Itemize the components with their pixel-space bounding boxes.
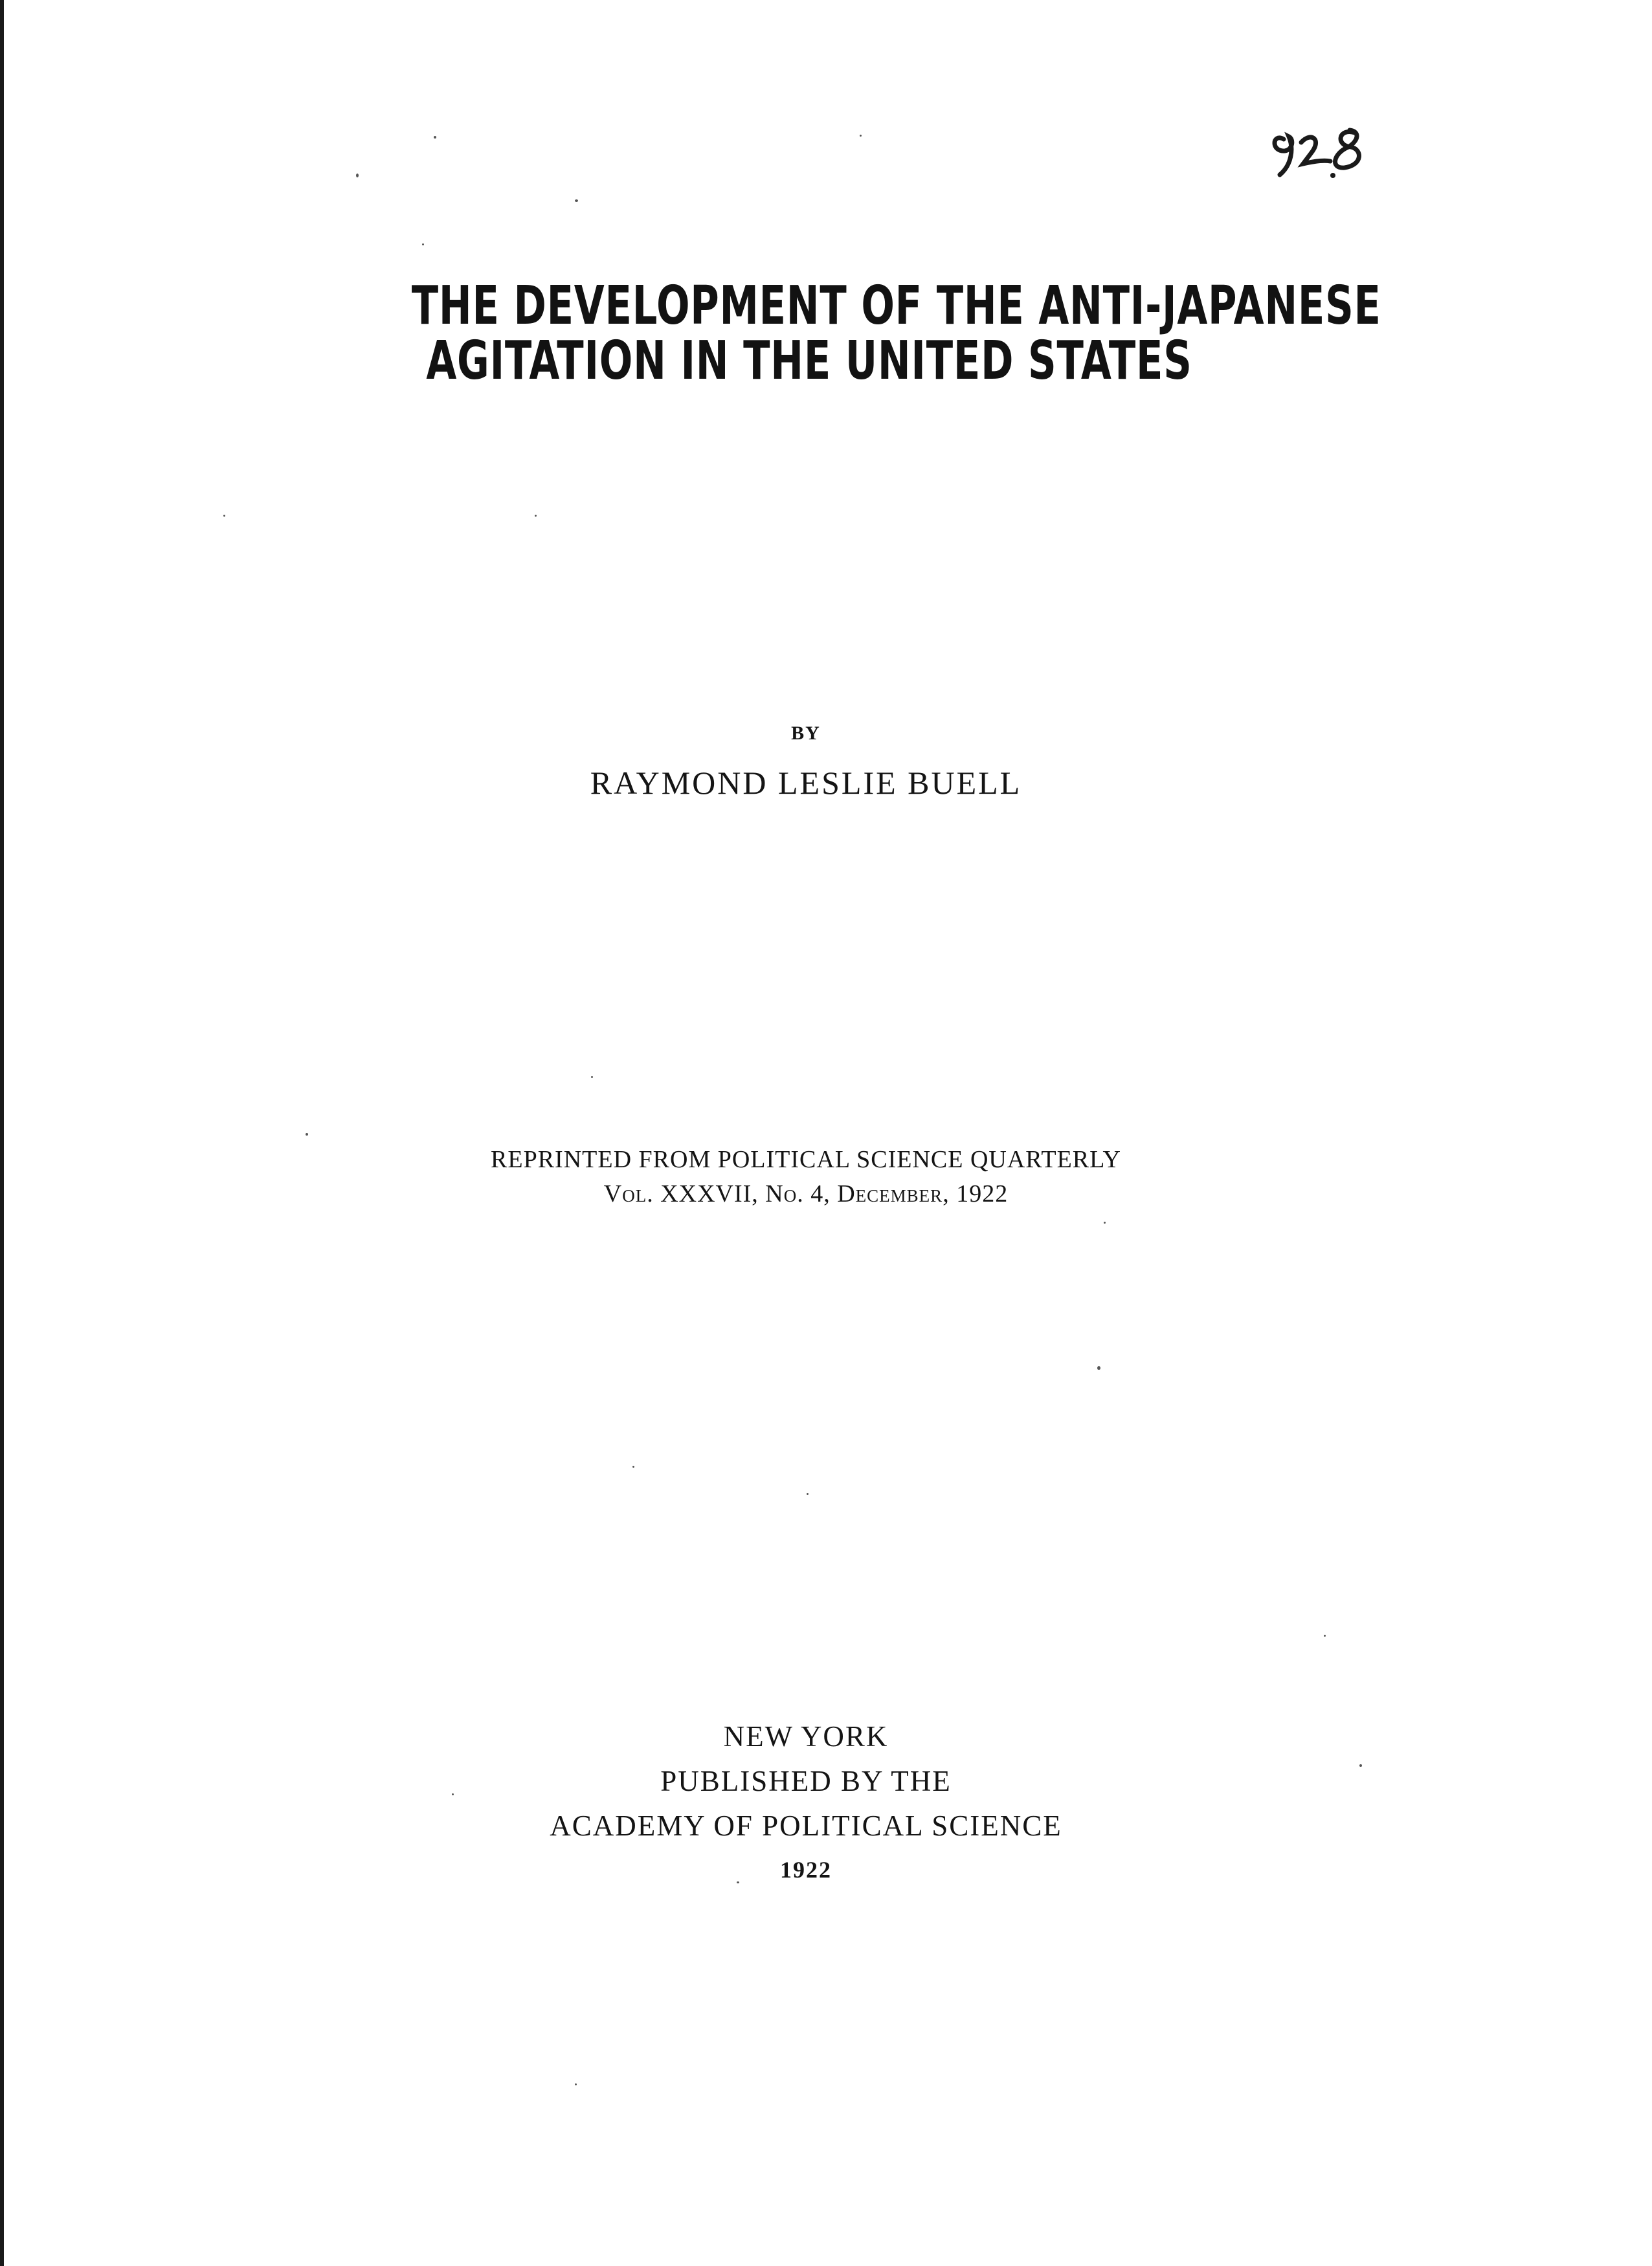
scan-edge xyxy=(0,0,4,2266)
imprint-publisher: ACADEMY OF POLITICAL SCIENCE xyxy=(550,1809,1062,1842)
imprint-published-by: PUBLISHED BY THE xyxy=(660,1764,952,1797)
scan-speck xyxy=(575,2083,577,2085)
reprint-notice xyxy=(0,1143,1612,1211)
scan-speck xyxy=(737,1881,739,1883)
scan-speck xyxy=(1104,1222,1106,1224)
publisher-imprint xyxy=(0,1714,1612,1888)
title-line-1: THE DEVELOPMENT OF THE ANTI-JAPANESE xyxy=(411,275,1381,337)
imprint-city: NEW YORK xyxy=(723,1720,889,1753)
reprint-source: REPRINTED FROM POLITICAL SCIENCE QUARTERLY xyxy=(491,1146,1121,1173)
scan-speck xyxy=(575,199,578,202)
scan-speck xyxy=(591,1076,593,1078)
imprint-year: 1922 xyxy=(780,1856,832,1883)
scan-speck xyxy=(632,1466,634,1468)
scan-speck xyxy=(1359,1764,1362,1767)
scan-speck xyxy=(434,136,436,139)
scan-speck xyxy=(1324,1635,1326,1637)
by-label: BY xyxy=(791,723,821,744)
author-name: RAYMOND LESLIE BUELL xyxy=(590,765,1022,801)
scan-speck xyxy=(452,1793,454,1795)
title-line-2: AGITATION IN THE UNITED STATES xyxy=(426,330,1192,392)
handwritten-annotation xyxy=(1266,113,1376,185)
scan-speck xyxy=(860,135,862,137)
scan-speck xyxy=(1097,1366,1100,1370)
scan-speck xyxy=(356,174,359,177)
document-title xyxy=(272,275,1381,392)
reprint-volume: Vol. XXXVII, No. 4, December, 1922 xyxy=(603,1180,1009,1208)
scan-speck xyxy=(223,515,225,517)
scan-speck xyxy=(306,1133,308,1136)
scan-speck xyxy=(807,1493,809,1495)
scan-speck xyxy=(535,515,537,517)
scan-speck xyxy=(422,243,424,245)
